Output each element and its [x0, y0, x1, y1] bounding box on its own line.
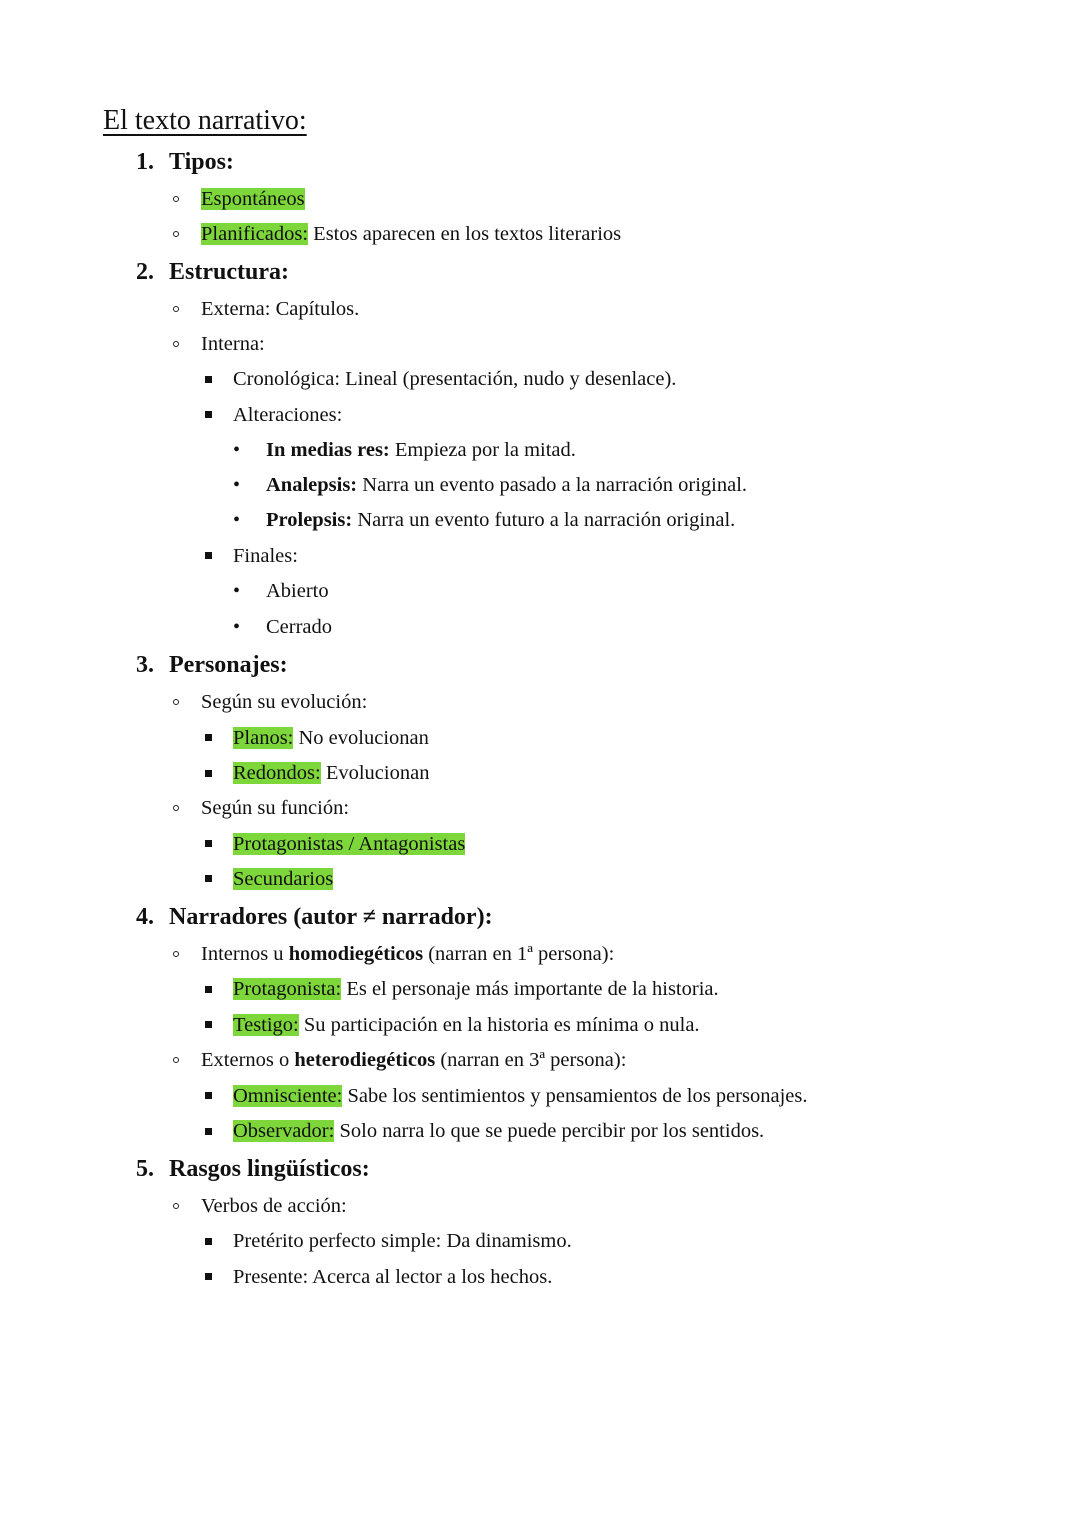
list-item: [233, 1011, 700, 1039]
highlighted-term: Protagonista:: [233, 978, 342, 1000]
list-item: Alteraciones:: [233, 404, 343, 426]
list-item: [201, 940, 614, 968]
list-item: Abierto: [266, 580, 329, 602]
term-label: In medias res:: [266, 439, 390, 461]
section-heading: [136, 256, 289, 288]
list-item: Según su evolución:: [201, 691, 368, 713]
list-item: Pretérito perfecto simple: Da dinamismo.: [233, 1230, 572, 1252]
dot-bullet-icon: •: [233, 439, 241, 461]
circle-bullet-icon: [173, 1057, 179, 1063]
highlighted-term: Omnisciente:: [233, 1085, 343, 1107]
section-title: Rasgos lingüísticos:: [169, 1156, 370, 1182]
square-bullet-icon: [205, 552, 212, 559]
item-text: Externos o: [201, 1049, 295, 1071]
list-item: [233, 1082, 807, 1110]
square-bullet-icon: [205, 986, 212, 993]
list-item: [233, 724, 429, 752]
list-item: [233, 975, 719, 1003]
dot-bullet-icon: •: [233, 509, 241, 531]
section-number: 5.: [136, 1156, 154, 1182]
circle-bullet-icon: [173, 231, 179, 237]
dot-bullet-icon: •: [233, 580, 241, 602]
highlighted-term: Redondos:: [233, 762, 321, 784]
square-bullet-icon: [205, 875, 212, 882]
list-item: [201, 185, 305, 213]
item-text: Evolucionan: [320, 762, 430, 784]
circle-bullet-icon: [173, 805, 179, 811]
term-label: Analepsis:: [266, 474, 358, 496]
square-bullet-icon: [205, 1273, 212, 1280]
circle-bullet-icon: [173, 951, 179, 957]
section-number: 3.: [136, 652, 154, 678]
highlighted-term: Planos:: [233, 727, 294, 749]
item-text: (narran en 1ª persona):: [423, 943, 615, 965]
section-title: Narradores (autor ≠ narrador):: [169, 904, 493, 930]
highlighted-term: Planificados:: [201, 223, 309, 245]
item-text: Narra un evento pasado a la narración original.: [357, 474, 748, 496]
dot-bullet-icon: •: [233, 474, 241, 496]
section-number: 1.: [136, 149, 154, 175]
dot-bullet-icon: •: [233, 616, 241, 638]
list-item: Finales:: [233, 545, 298, 567]
square-bullet-icon: [205, 840, 212, 847]
item-text: Sabe los sentimientos y pensamientos de los personajes.: [342, 1085, 808, 1107]
item-text: Es el personaje más importante de la historia.: [341, 978, 719, 1000]
square-bullet-icon: [205, 1128, 212, 1135]
square-bullet-icon: [205, 734, 212, 741]
item-text: Internos u: [201, 943, 289, 965]
item-text: Estos aparecen en los textos literarios: [308, 223, 622, 245]
section-heading: [136, 1153, 370, 1185]
square-bullet-icon: [205, 411, 212, 418]
list-item: Según su función:: [201, 797, 350, 819]
section-title: Tipos:: [169, 149, 234, 175]
list-item: [201, 220, 621, 248]
list-item: Cerrado: [266, 616, 333, 638]
highlighted-term: Protagonistas / Antagonistas: [233, 833, 466, 855]
item-text: Su participación en la historia es mínima o nula.: [298, 1014, 700, 1036]
list-item: [266, 436, 576, 464]
circle-bullet-icon: [173, 699, 179, 705]
list-item: [266, 471, 747, 499]
term-label: Prolepsis:: [266, 509, 353, 531]
circle-bullet-icon: [173, 341, 179, 347]
section-heading: [136, 901, 493, 933]
highlighted-term: Observador:: [233, 1120, 335, 1142]
list-item: Verbos de acción:: [201, 1195, 347, 1217]
circle-bullet-icon: [173, 306, 179, 312]
list-item: [233, 759, 429, 787]
circle-bullet-icon: [173, 196, 179, 202]
square-bullet-icon: [205, 1021, 212, 1028]
list-item: Interna:: [201, 333, 265, 355]
list-item: [233, 1117, 764, 1145]
item-text: (narran en 3ª persona):: [435, 1049, 627, 1071]
list-item: [233, 830, 465, 858]
item-text: No evolucionan: [293, 727, 429, 749]
circle-bullet-icon: [173, 1203, 179, 1209]
item-text: Empieza por la mitad.: [389, 439, 576, 461]
list-item: [201, 1046, 626, 1074]
square-bullet-icon: [205, 376, 212, 383]
section-number: 4.: [136, 904, 154, 930]
square-bullet-icon: [205, 1092, 212, 1099]
section-heading: [136, 146, 234, 178]
list-item: [266, 506, 735, 534]
highlighted-term: Testigo:: [233, 1014, 299, 1036]
section-title: Estructura:: [169, 259, 289, 285]
term-label: heterodiegéticos: [294, 1049, 436, 1071]
list-item: [233, 865, 333, 893]
section-number: 2.: [136, 259, 154, 285]
square-bullet-icon: [205, 1238, 212, 1245]
item-text: Solo narra lo que se puede percibir por los sentidos.: [334, 1120, 765, 1142]
highlighted-term: Espontáneos: [201, 188, 305, 210]
section-heading: [136, 649, 288, 681]
document-title: El texto narrativo:: [103, 105, 307, 136]
square-bullet-icon: [205, 770, 212, 777]
list-item: Cronológica: Lineal (presentación, nudo y desenlace).: [233, 368, 677, 390]
item-text: Narra un evento futuro a la narración original.: [352, 509, 736, 531]
list-item: Presente: Acerca al lector a los hechos.: [233, 1266, 553, 1288]
list-item: Externa: Capítulos.: [201, 298, 360, 320]
term-label: homodiegéticos: [288, 943, 424, 965]
section-title: Personajes:: [169, 652, 288, 678]
highlighted-term: Secundarios: [233, 868, 334, 890]
